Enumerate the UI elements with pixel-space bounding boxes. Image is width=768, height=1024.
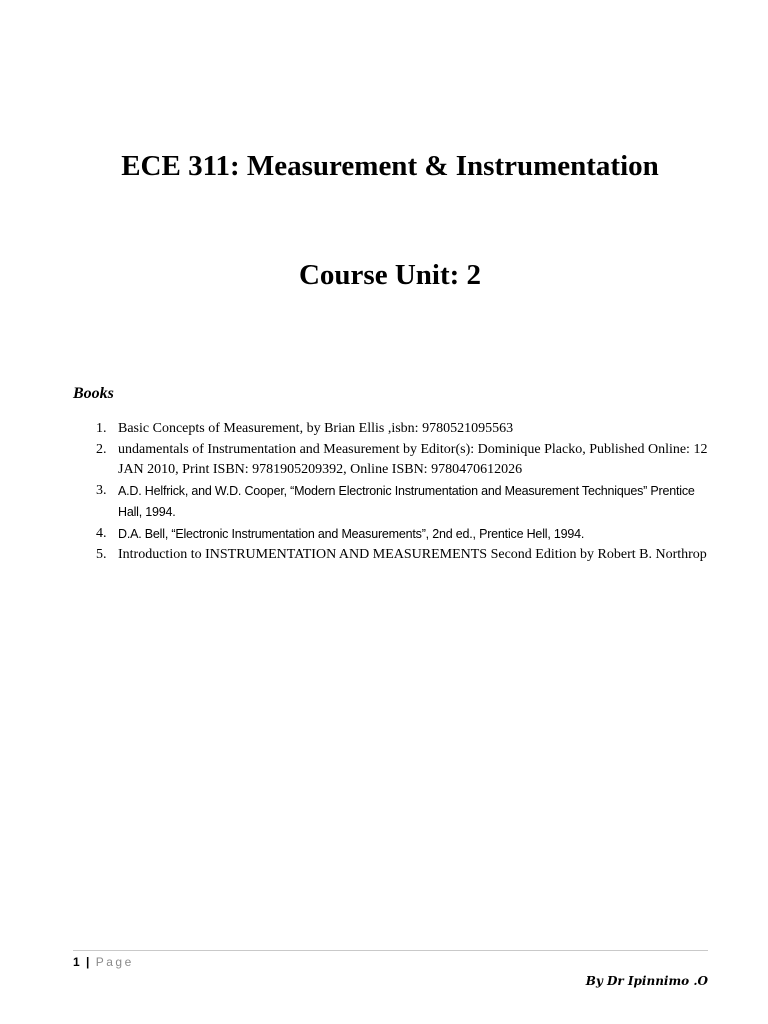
page-separator: |	[86, 955, 90, 969]
footer-divider	[73, 950, 708, 951]
course-unit-heading: Course Unit: 2	[298, 259, 482, 291]
book-item-number: 2.	[96, 441, 107, 457]
book-item-text: Basic Concepts of Measurement, by Brian Ellis ,isbn: 9780521095563	[118, 421, 514, 436]
page-footer	[73, 953, 134, 971]
book-item-number: 5.	[96, 547, 107, 562]
book-item-1	[96, 419, 716, 440]
page-label: Page	[95, 955, 134, 969]
book-item-4	[96, 524, 716, 546]
books-heading: Books	[73, 385, 114, 402]
books-list	[96, 419, 716, 566]
book-item-5	[96, 545, 716, 566]
book-item-number: 1.	[96, 421, 107, 436]
page-number: 1	[73, 955, 80, 969]
book-item-text: D.A. Bell, “Electronic Instrumentation and Measurements”, 2nd ed., Prentice Hell, 1994.	[118, 526, 585, 541]
book-item-number: 4.	[96, 525, 107, 541]
book-item-text: A.D. Helfrick, and W.D. Cooper, “Modern Electronic Instrumentation and Measurement Techniques” Prentice Hall, 1994.	[118, 483, 695, 519]
book-item-text: undamentals of Instrumentation and Measurement by Editor(s): Dominique Placko, Published Online: 12 JAN 2010, Print ISBN: 9781905209392, Online ISBN: 9780470612026	[118, 441, 708, 477]
author-signature: By Dr Ipinnimo .O	[585, 974, 708, 988]
book-item-2	[96, 440, 716, 481]
book-item-3	[96, 481, 716, 524]
book-item-number: 3.	[96, 482, 107, 498]
document-title: ECE 311: Measurement & Instrumentation	[121, 150, 659, 182]
book-item-text: Introduction to INSTRUMENTATION AND MEASUREMENTS Second Edition by Robert B. Northrop	[118, 547, 707, 562]
